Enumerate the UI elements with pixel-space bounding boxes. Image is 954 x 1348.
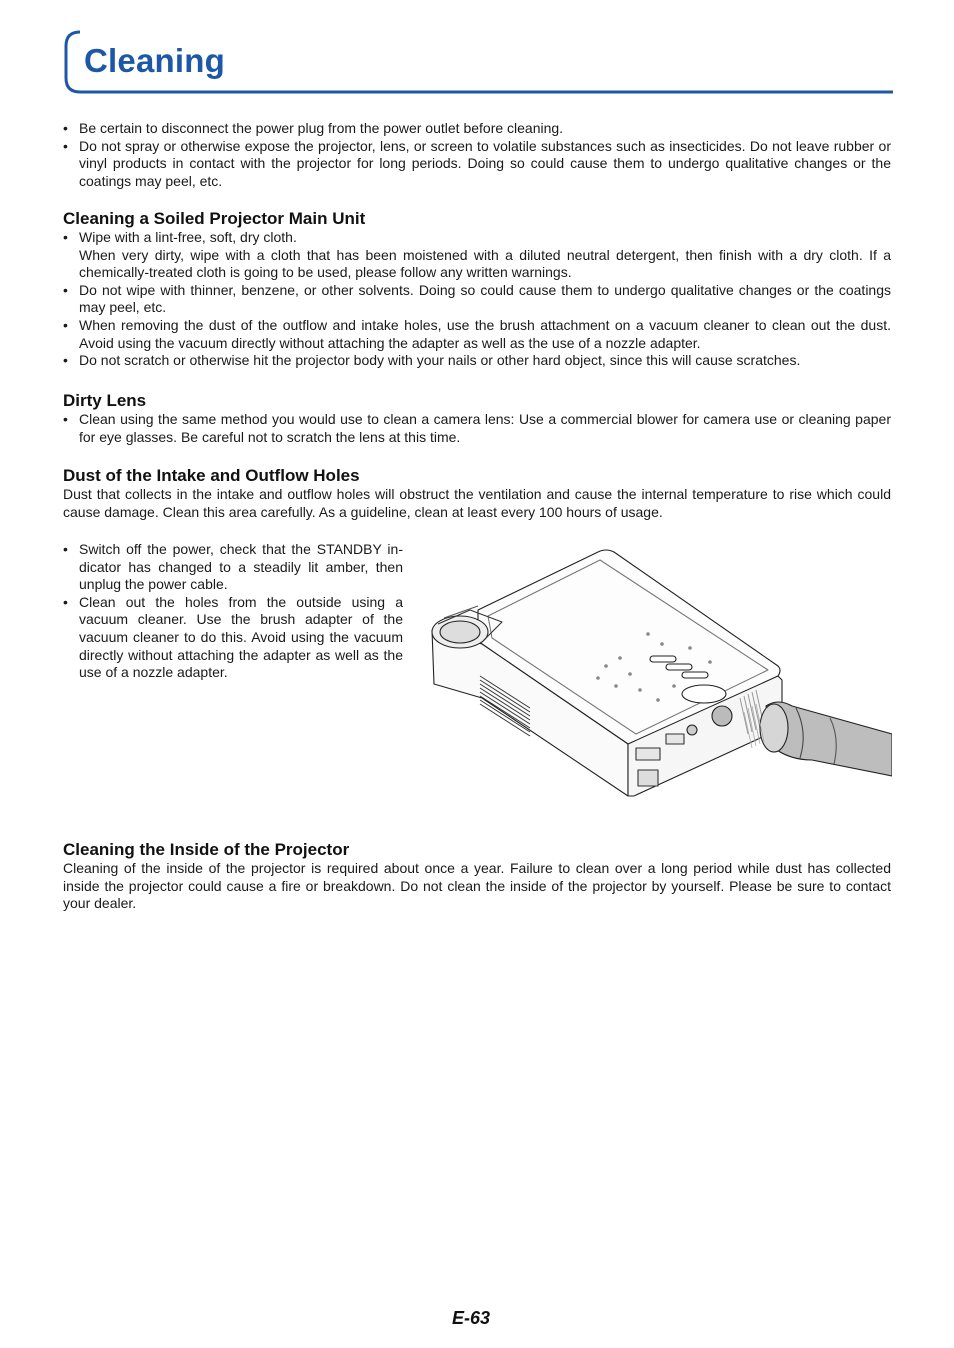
section-heading: Dirty Lens xyxy=(63,391,147,410)
list-item: • When removing the dust of the outflow and intake holes, use the brush attachment on a vacuum cleaner to clean out the dust. Avoid using the vacuum directly without attaching the adapter as well as the use of a nozzle adapter. xyxy=(63,317,891,352)
page-number: E-63 xyxy=(452,1308,491,1328)
holes-section xyxy=(63,466,891,521)
lens-section xyxy=(63,391,891,446)
list-item: • Clean out the holes from the outside using a vacuum cleaner. Use the brush adapter of the vacuum cleaner to do this. Avoid using the vacuum directly without attaching the adapter as well as the use of a nozzle adapter. xyxy=(63,594,403,682)
list-item: • Be certain to disconnect the power plug from the power outlet before cleaning. xyxy=(63,120,891,138)
section-heading: Cleaning a Soiled Projector Main Unit xyxy=(63,209,366,228)
list-item: • Do not scratch or otherwise hit the projector body with your nails or other hard object, since this will cause scratches. xyxy=(63,352,891,370)
section-heading: Dust of the Intake and Outflow Holes xyxy=(63,466,360,485)
page-title: Cleaning xyxy=(84,42,225,79)
holes-paragraph: Dust that collects in the intake and outflow holes will obstruct the ventilation and cause the internal temperature to rise which could cause damage. Clean this area carefully. As a guideline, clean at least every 100 hours of usage. xyxy=(63,486,891,520)
inside-section xyxy=(63,840,891,913)
intro-bullets xyxy=(63,120,891,190)
main-unit-bullets xyxy=(63,229,891,370)
projector-vacuum-icon xyxy=(430,548,892,798)
list-item: • Wipe with a lint-free, soft, dry cloth. When very dirty, wipe with a cloth that has been moistened with a diluted neutral detergent, then finish with a dry cloth. If a chemically-treated cloth is going to be used, please follow any written warnings. xyxy=(63,229,891,282)
projector-cleaning-illustration xyxy=(430,548,892,798)
main-unit-section xyxy=(63,209,891,370)
list-item: • Switch off the power, check that the STANDBY in-dicator has changed to a steadily lit amber, then unplug the power cable. xyxy=(63,541,403,594)
lens-bullets xyxy=(63,411,891,446)
intro-section xyxy=(63,120,891,190)
holes-steps xyxy=(63,541,403,682)
list-item: • Do not spray or otherwise expose the projector, lens, or screen to volatile substances such as insecticides. Do not leave rubber or vinyl products in contact with the projector for long periods. Doing so could cause them to undergo qualitative changes or the coatings may peel, etc. xyxy=(63,138,891,191)
list-item: • Do not wipe with thinner, benzene, or other solvents. Doing so could cause them to undergo qualitative changes or the coatings may peel, etc. xyxy=(63,282,891,317)
list-item: • Clean using the same method you would use to clean a camera lens: Use a commercial blower for camera use or cleaning paper for eye glasses. Be careful not to scratch the lens at this time. xyxy=(63,411,891,446)
inside-paragraph: Cleaning of the inside of the projector is required about once a year. Failure to clean over a long period while dust has collected inside the projector could cause a fire or breakdown. Do not clean the inside of the projector by yourself. Please be sure to contact your dealer. xyxy=(63,860,891,912)
holes-bullets xyxy=(63,541,403,682)
section-heading: Cleaning the Inside of the Projector xyxy=(63,840,350,859)
